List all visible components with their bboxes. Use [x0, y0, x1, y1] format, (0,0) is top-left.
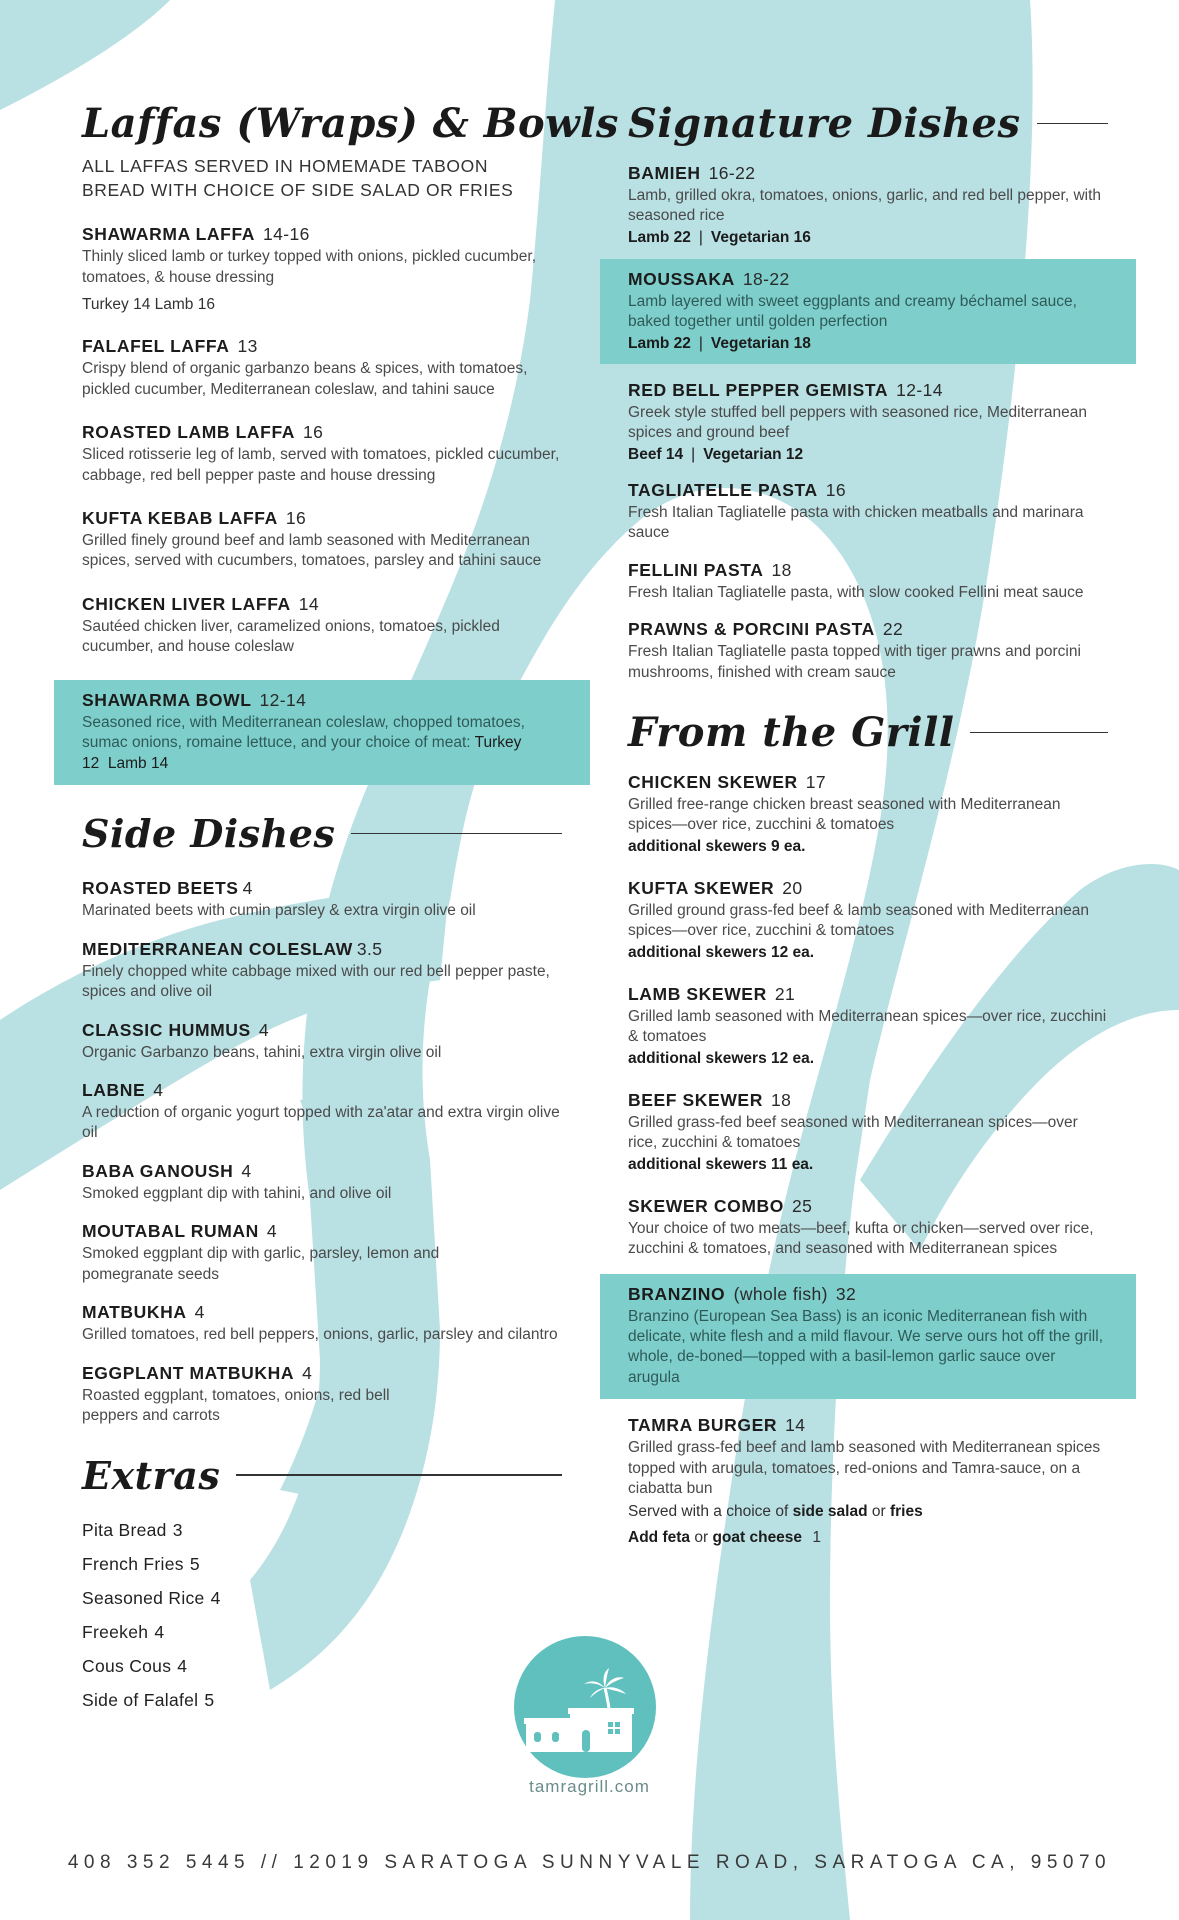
- heading-rule: [351, 833, 562, 835]
- menu-item-tamra-burger: [628, 1415, 1108, 1548]
- menu-item-shawarma-laffa: [82, 224, 562, 314]
- item-name: ROASTED LAMB LAFFA: [82, 422, 296, 443]
- item-price: 16-22: [708, 163, 756, 183]
- item-price: 32: [835, 1283, 857, 1304]
- extra-price: 4: [154, 1621, 165, 1642]
- item-price: 16: [303, 422, 324, 443]
- item-name: SHAWARMA LAFFA: [82, 224, 256, 245]
- item-price: 25: [791, 1195, 813, 1216]
- item-description: Your choice of two meats—beef, kufta or chicken—served over rice, zucchini & tomatoes, and seasoned with Mediterranean spices: [628, 1219, 1094, 1258]
- item-description: Greek style stuffed bell peppers with seasoned rice, Mediterranean spices and ground beef: [628, 403, 1087, 442]
- menu-item-kufta-kebab-laffa: [82, 508, 562, 572]
- grill-heading: From the Grill: [628, 708, 955, 756]
- item-name: ROASTED BEETS: [82, 878, 239, 899]
- item-price: 4: [242, 878, 253, 899]
- extra-name: Pita Bread: [82, 1519, 167, 1540]
- item-price: 21: [774, 983, 796, 1004]
- extra-name: Freekeh: [82, 1621, 149, 1642]
- laffas-subtitle-line2: BREAD WITH CHOICE OF SIDE SALAD OR FRIES: [82, 179, 514, 200]
- extra-item: [82, 1588, 562, 1609]
- item-price: 14-16: [263, 224, 310, 245]
- extra-price: 5: [189, 1553, 200, 1574]
- item-name: EGGPLANT MATBUKHA: [82, 1362, 295, 1383]
- item-price: 12-14: [259, 689, 307, 710]
- menu-item-beef-skewer: [628, 1090, 1108, 1174]
- item-price: 20: [782, 877, 803, 898]
- side-moutabal-ruman: [82, 1221, 562, 1285]
- contact-footer: 408 352 5445 // 12019 SARATOGA SUNNYVALE ROAD, SARATOGA CA, 95070: [67, 1852, 1112, 1873]
- item-name: PRAWNS & PORCINI PASTA: [628, 619, 875, 640]
- item-variants: [628, 229, 1108, 247]
- add-on-price: 1: [812, 1529, 821, 1547]
- item-description: [82, 713, 562, 774]
- item-description: Fresh Italian Tagliatelle pasta with chicken meatballs and marinara sauce: [628, 503, 1084, 542]
- left-column: [82, 100, 619, 1724]
- side-eggplant-matbukha: [82, 1363, 562, 1427]
- extra-name: Seasoned Rice: [82, 1587, 205, 1608]
- item-description: Roasted eggplant, tomatoes, onions, red bell peppers and carrots: [82, 1386, 390, 1425]
- item-name: BRANZINO: [628, 1283, 726, 1304]
- side-salad-option: side salad: [792, 1502, 868, 1520]
- item-price: 18: [770, 1089, 792, 1110]
- variant-2: Vegetarian 18: [710, 334, 811, 352]
- item-name: LABNE: [82, 1079, 146, 1100]
- extra-name: French Fries: [82, 1553, 184, 1574]
- extra-item: [82, 1554, 562, 1575]
- laffas-heading: Laffas (Wraps) & Bowls: [82, 100, 619, 147]
- extras-section: [82, 1453, 562, 1711]
- item-name: SKEWER COMBO: [628, 1195, 784, 1216]
- item-description: Sautéed chicken liver, caramelized onions, tomatoes, pickled cucumber, and house coleslaw: [82, 617, 500, 656]
- item-name: MEDITERRANEAN COLESLAW: [82, 938, 353, 959]
- sides-heading-row: [82, 811, 562, 856]
- item-description: Smoked eggplant dip with garlic, parsley, lemon and pomegranate seeds: [82, 1245, 440, 1283]
- item-description: Smoked eggplant dip with tahini, and olive oil: [82, 1184, 392, 1202]
- side-roasted-beets: [82, 878, 562, 921]
- menu-item-red-bell-pepper-gemista: [628, 380, 1108, 464]
- variant-2: Vegetarian 12: [703, 445, 804, 463]
- extra-item: [82, 1690, 562, 1711]
- item-name: BABA GANOUSH: [82, 1160, 234, 1181]
- variant-separator: |: [698, 228, 703, 246]
- menu-item-chicken-liver-laffa: [82, 594, 562, 658]
- item-name: KUFTA KEBAB LAFFA: [82, 507, 278, 528]
- item-description: Crispy blend of organic garbanzo beans & spices, with tomatoes, pickled cucumber, Mediterranean coleslaw, and tahini sauce: [82, 360, 528, 398]
- signature-heading: Signature Dishes: [628, 100, 1021, 147]
- item-description: Fresh Italian Tagliatelle pasta, with slow cooked Fellini meat sauce: [628, 583, 1084, 601]
- side-dishes-section: [82, 811, 562, 1426]
- item-name: CHICKEN SKEWER: [628, 771, 798, 792]
- item-name: TAGLIATELLE PASTA: [628, 479, 818, 500]
- variant-1: Lamb 22: [628, 334, 691, 352]
- item-price: 14: [298, 593, 320, 614]
- item-name: LAMB SKEWER: [628, 983, 767, 1004]
- item-extra: additional skewers 12 ea.: [628, 943, 815, 961]
- extra-name: Cous Cous: [82, 1655, 172, 1676]
- side-baba-ganoush: [82, 1161, 562, 1204]
- extra-item: [82, 1656, 562, 1677]
- grill-heading-row: [628, 709, 1108, 756]
- item-description: Finely chopped white cabbage mixed with our red bell pepper paste, spices and olive oil: [82, 962, 550, 1001]
- variant-separator: |: [691, 445, 696, 463]
- tamra-logo-icon: [514, 1636, 656, 1778]
- item-price: 16: [285, 507, 307, 528]
- menu-item-moussaka: [600, 259, 1136, 364]
- extras-heading: Extras: [82, 1452, 221, 1498]
- item-name: CHICKEN LIVER LAFFA: [82, 593, 291, 614]
- item-name: MOUTABAL RUMAN: [82, 1221, 259, 1242]
- extra-price: 5: [204, 1689, 215, 1710]
- item-price: 4: [153, 1079, 164, 1100]
- laffas-subtitle-line1: ALL LAFFAS SERVED IN HOMEMADE TABOON: [82, 156, 489, 176]
- item-name: RED BELL PEPPER GEMISTA: [628, 379, 889, 400]
- menu-item-tagliatelle-pasta: [628, 480, 1108, 544]
- heading-rule: [970, 732, 1108, 734]
- add-text: Add: [628, 1529, 659, 1547]
- bowl-description: Seasoned rice, with Mediterranean coleslaw, chopped tomatoes, sumac onions, romaine lettuce, and your choice of meat:: [82, 713, 525, 752]
- grill-section: [628, 709, 1108, 1549]
- item-variants: [628, 335, 1108, 353]
- menu-item-chicken-skewer: [628, 772, 1108, 856]
- item-price: 16: [825, 479, 846, 500]
- item-price: 18: [771, 559, 792, 580]
- item-description: Grilled grass-fed beef and lamb seasoned with Mediterranean spices topped with arugula, tomatoes, red-onions and Tamra-sauce, on a ciabatta bun: [628, 1439, 1101, 1498]
- burger-served-with: [628, 1502, 1108, 1522]
- menu-item-lamb-skewer: [628, 984, 1108, 1068]
- or-text: or: [871, 1502, 886, 1520]
- item-description: Grilled finely ground beef and lamb seasoned with Mediterranean spices, served with cucumbers, tomatoes, parsley and tahini sauce: [82, 531, 542, 570]
- signature-heading-row: [628, 100, 1108, 147]
- item-variants: [628, 446, 1108, 464]
- or-text: or: [694, 1529, 709, 1547]
- item-description: Grilled tomatoes, red bell peppers, onions, garlic, parsley and cilantro: [82, 1326, 558, 1344]
- item-price: 17: [805, 771, 827, 792]
- right-column: [628, 100, 1108, 1549]
- side-classic-hummus: [82, 1020, 562, 1063]
- item-description: Grilled free-range chicken breast seasoned with Mediterranean spices—over rice, zucchini & tomatoes: [628, 795, 1061, 834]
- item-variants: Turkey 14 Lamb 16: [82, 296, 215, 314]
- extras-heading-row: [82, 1453, 562, 1498]
- served-prefix: Served with a choice of: [628, 1502, 789, 1520]
- item-name: SHAWARMA BOWL: [82, 689, 252, 710]
- item-price: 18-22: [742, 268, 790, 289]
- item-price: 4: [266, 1221, 278, 1242]
- side-labne: [82, 1080, 562, 1144]
- bowl-lamb: Lamb 14: [107, 754, 169, 772]
- item-price: 12-14: [896, 379, 943, 400]
- item-extra: additional skewers 9 ea.: [628, 837, 806, 855]
- item-description: Lamb layered with sweet eggplants and creamy béchamel sauce, baked together until golden perfection: [628, 292, 1077, 331]
- goat-cheese-option: goat cheese: [712, 1529, 803, 1547]
- item-name: KUFTA SKEWER: [628, 877, 775, 898]
- item-description: Organic Garbanzo beans, tahini, extra virgin olive oil: [82, 1043, 442, 1061]
- extra-item: [82, 1622, 562, 1643]
- item-description: Grilled lamb seasoned with Mediterranean spices—over rice, zucchini & tomatoes: [628, 1007, 1107, 1046]
- item-description: Fresh Italian Tagliatelle pasta topped with tiger prawns and porcini mushrooms, finished with cream sauce: [628, 643, 1081, 681]
- item-price: 3.5: [356, 938, 383, 959]
- laffas-subtitle: [82, 155, 562, 202]
- item-name: BEEF SKEWER: [628, 1089, 763, 1110]
- item-name: TAMRA BURGER: [628, 1415, 778, 1436]
- item-description: A reduction of organic yogurt topped with za'atar and extra virgin olive oil: [82, 1103, 560, 1142]
- item-price: 4: [258, 1019, 269, 1040]
- menu-item-prawns-porcini-pasta: [628, 619, 1108, 683]
- item-price: 4: [302, 1362, 313, 1383]
- menu-item-branzino: [600, 1274, 1136, 1400]
- item-extra: additional skewers 12 ea.: [628, 1049, 815, 1067]
- item-price: 22: [882, 619, 904, 640]
- item-price: 4: [241, 1160, 252, 1181]
- item-name: FELLINI PASTA: [628, 559, 764, 580]
- item-description: Grilled grass-fed beef seasoned with Mediterranean spices—over rice, zucchini & tomatoes: [628, 1113, 1078, 1152]
- extra-price: 3: [172, 1519, 183, 1540]
- item-description: Branzino (European Sea Bass) is an iconic Mediterranean fish with delicate, white flesh and a mild flavour. We serve ours hot off the grill, whole, de-boned—topped with a basil-lemon garlic sauce over arugula: [628, 1307, 1104, 1386]
- variant-1: Beef 14: [628, 445, 684, 463]
- fries-option: fries: [889, 1502, 923, 1520]
- menu-item-bamieh: [628, 163, 1108, 247]
- item-name: CLASSIC HUMMUS: [82, 1019, 251, 1040]
- item-description: Thinly sliced lamb or turkey topped with onions, pickled cucumber, tomatoes, & house dressing: [82, 248, 537, 286]
- variant-1: Lamb 22: [628, 228, 691, 246]
- extra-item: [82, 1520, 562, 1541]
- sides-heading: Side Dishes: [82, 811, 336, 857]
- item-extra: additional skewers 11 ea.: [628, 1155, 814, 1173]
- menu-item-fellini-pasta: [628, 560, 1108, 603]
- burger-add-on: [628, 1528, 1108, 1548]
- item-description: Marinated beets with cumin parsley & extra virgin olive oil: [82, 902, 476, 920]
- item-note: (whole fish): [733, 1283, 828, 1304]
- item-name: BAMIEH: [628, 163, 701, 183]
- menu-item-falafel-laffa: [82, 336, 562, 400]
- item-description: Grilled ground grass-fed beef & lamb seasoned with Mediterranean spices—over rice, zucchini & tomatoes: [628, 901, 1089, 940]
- extra-price: 4: [177, 1655, 188, 1676]
- item-name: MATBUKHA: [82, 1302, 187, 1323]
- heading-rule: [1037, 123, 1108, 125]
- side-matbukha: [82, 1302, 562, 1345]
- extras-list: [82, 1520, 562, 1711]
- variant-separator: |: [698, 334, 703, 352]
- item-description: Sliced rotisserie leg of lamb, served with tomatoes, pickled cucumber, cabbage, red bell pepper paste and house dressing: [82, 446, 560, 484]
- feta-option: feta: [662, 1529, 691, 1547]
- menu-item-skewer-combo: [628, 1196, 1108, 1260]
- extra-price: 4: [210, 1587, 221, 1608]
- item-price: 14: [785, 1415, 806, 1436]
- extra-name: Side of Falafel: [82, 1689, 199, 1710]
- menu-item-kufta-skewer: [628, 878, 1108, 962]
- laffas-heading-row: [82, 100, 619, 147]
- heading-rule: [236, 1474, 562, 1476]
- side-mediterranean-coleslaw: [82, 939, 562, 1003]
- item-price: 13: [237, 336, 258, 357]
- item-description: Lamb, grilled okra, tomatoes, onions, garlic, and red bell pepper, with seasoned rice: [628, 187, 1102, 225]
- variant-2: Vegetarian 16: [710, 228, 811, 246]
- bowl-turkey: Turkey 12: [82, 734, 522, 772]
- item-name: MOUSSAKA: [628, 268, 735, 289]
- website-link[interactable]: tamragrill.com: [529, 1777, 650, 1796]
- menu-item-roasted-lamb-laffa: [82, 422, 562, 486]
- menu-item-shawarma-bowl: [54, 680, 590, 785]
- item-name: FALAFEL LAFFA: [82, 336, 230, 357]
- item-price: 4: [194, 1302, 205, 1323]
